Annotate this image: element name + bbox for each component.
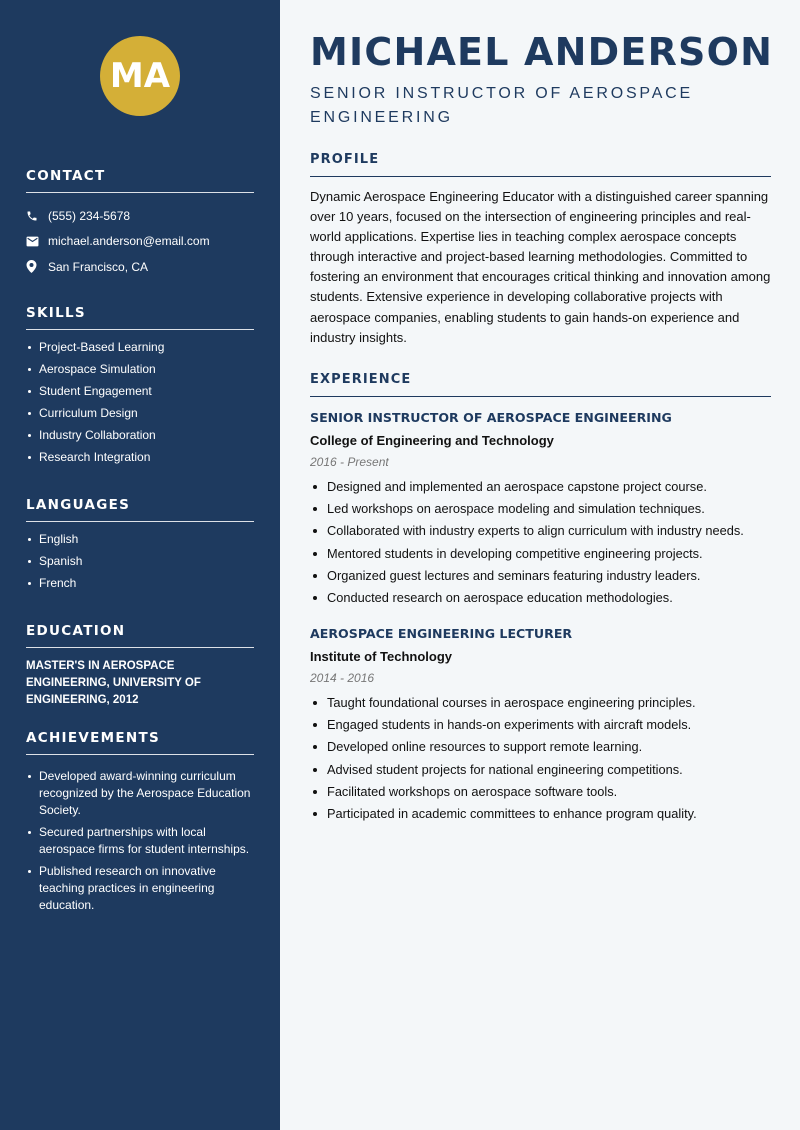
contact-title: CONTACT [26,168,254,193]
skills-list [26,339,254,466]
job-bullet: Developed online resources to support remote learning. [310,739,771,755]
profile-section [310,152,771,348]
phone-text[interactable]: (555) 234-5678 [48,208,131,223]
achievement-item: Secured partnerships with local aerospace firms for student internships. [26,824,254,858]
education-text: MASTER'S IN AEROSPACE ENGINEERING, UNIVERSITY OF ENGINEERING, 2012 [26,660,201,706]
contact-list [26,203,254,280]
experience-section [310,372,771,397]
experience-title: EXPERIENCE [310,372,771,397]
job-bullet: Led workshops on aerospace modeling and simulation techniques. [310,501,771,517]
job-bullet: Conducted research on aerospace education methodologies. [310,590,771,606]
skill-item: Student Engagement [26,383,254,400]
job-bullet: Participated in academic committees to enhance program quality. [310,806,771,822]
email-text[interactable]: michael.anderson@email.com [48,234,210,249]
job-title: AEROSPACE ENGINEERING LECTURER [310,626,573,641]
job-bullets [310,695,771,822]
job-bullet: Advised student projects for national engineering competitions. [310,762,771,778]
job-bullet: Taught foundational courses in aerospace engineering principles. [310,695,771,711]
contact-location [26,254,254,280]
skills-section [26,305,254,471]
job-entry [310,410,771,612]
language-item: English [26,531,254,548]
profile-text: Dynamic Aerospace Engineering Educator with a distinguished career spanning over 10 years, focused on the intersection of engineering principles and real-world applications. Expertise lies in teaching complex aerospace concepts through interactive and project-based learning methodologies. Committed to fostering an environment that encourages critical thinking and innovation among students. Extensive experience in developing collaborative projects with aerospace companies, enabling students to gain hands-on experience and industry insights. [310,189,771,345]
languages-list [26,531,254,592]
skill-item: Aerospace Simulation [26,361,254,378]
languages-section [26,497,254,597]
contact-email [26,229,254,255]
achievement-item: Published research on innovative teaching practices in engineering education. [26,863,254,914]
language-item: Spanish [26,553,254,570]
contact-section [26,168,254,280]
sidebar [0,0,280,1130]
education-section [26,623,254,709]
job-bullet: Designed and implemented an aerospace capstone project course. [310,479,771,495]
education-title: EDUCATION [26,623,254,648]
email-icon [26,236,48,247]
skill-item: Industry Collaboration [26,427,254,444]
skill-item: Project-Based Learning [26,339,254,356]
job-bullet: Mentored students in developing competitive engineering projects. [310,546,771,562]
profile-title: PROFILE [310,152,771,177]
language-item: French [26,575,254,592]
job-dates: 2016 - Present [310,455,389,469]
job-bullet: Facilitated workshops on aerospace software tools. [310,784,771,800]
contact-phone [26,203,254,229]
phone-icon [26,210,48,222]
achievements-section [26,730,254,919]
job-entry [310,626,771,828]
job-role: SENIOR INSTRUCTOR OF AEROSPACE ENGINEERING [310,85,694,126]
skill-item: Research Integration [26,449,254,466]
job-bullets [310,479,771,606]
job-title: SENIOR INSTRUCTOR OF AEROSPACE ENGINEERING [310,410,672,425]
achievements-title: ACHIEVEMENTS [26,730,254,755]
avatar: MA [100,36,180,116]
job-bullet: Engaged students in hands-on experiments with aircraft models. [310,717,771,733]
skill-item: Curriculum Design [26,405,254,422]
job-bullet: Collaborated with industry experts to align curriculum with industry needs. [310,523,771,539]
languages-title: LANGUAGES [26,497,254,522]
achievements-list [26,768,254,914]
achievement-item: Developed award-winning curriculum recognized by the Aerospace Education Society. [26,768,254,819]
job-organization: College of Engineering and Technology [310,433,554,448]
full-name: MICHAEL ANDERSON [310,30,774,74]
location-text: San Francisco, CA [48,259,149,274]
skills-title: SKILLS [26,305,254,330]
job-bullet: Organized guest lectures and seminars featuring industry leaders. [310,568,771,584]
job-organization: Institute of Technology [310,649,453,664]
location-icon [26,260,48,273]
job-dates: 2014 - 2016 [310,671,375,685]
